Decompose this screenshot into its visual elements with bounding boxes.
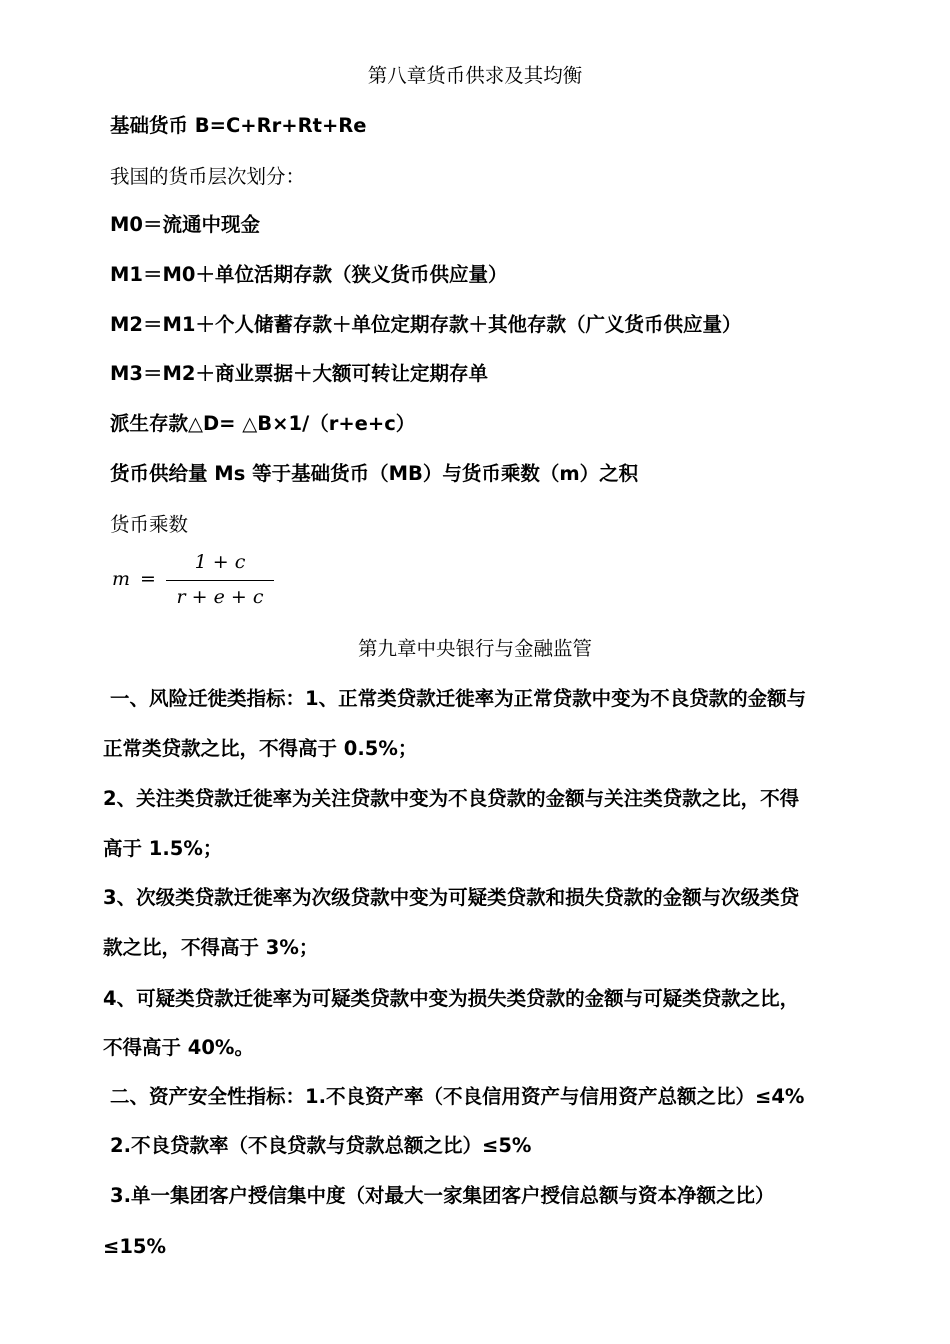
formula-equals: = — [140, 568, 156, 590]
risk-indicator-1-line2: 正常类贷款之比，不得高于 0.5%； — [103, 737, 418, 760]
derived-deposit-formula: 派生存款△D= △B×1/（r+e+c） — [110, 412, 416, 435]
risk-indicator-3-line2: 款之比，不得高于 3%； — [103, 936, 319, 959]
money-supply-definition: 货币供给量 Ms 等于基础货币（MB）与货币乘数（m）之积 — [110, 462, 639, 485]
asset-safety-2: 2.不良贷款率（不良贷款与贷款总额之比）≤5% — [110, 1134, 532, 1157]
m2-definition: M2＝M1＋个人储蓄存款＋单位定期存款＋其他存款（广义货币供应量） — [110, 313, 742, 336]
money-levels-intro: 我国的货币层次划分： — [110, 165, 306, 188]
chapter8-title: 第八章货币供求及其均衡 — [367, 64, 583, 87]
multiplier-formula — [108, 548, 288, 614]
risk-indicator-3-line1: 3、次级类贷款迁徙率为次级贷款中变为可疑类贷款和损失贷款的金额与次级类贷 — [103, 886, 800, 909]
risk-indicator-2-line1: 2、关注类贷款迁徙率为关注贷款中变为不良贷款的金额与关注类贷款之比，不得 — [103, 787, 800, 810]
base-money-formula: 基础货币 B=C+Rr+Rt+Re — [110, 114, 367, 137]
formula-denominator: r + e + c — [176, 586, 264, 608]
risk-indicator-4-line1: 4、可疑类贷款迁徙率为可疑类贷款中变为损失类贷款的金额与可疑类贷款之比， — [103, 987, 800, 1010]
m0-definition: M0＝流通中现金 — [110, 213, 260, 236]
asset-safety-1: 二、资产安全性指标：1.不良资产率（不良信用资产与信用资产总额之比）≤4% — [110, 1085, 805, 1108]
m3-definition: M3＝M2＋商业票据＋大额可转让定期存单 — [110, 362, 488, 385]
asset-safety-3-line1: 3.单一集团客户授信集中度（对最大一家集团客户授信总额与资本净额之比） — [110, 1184, 775, 1207]
risk-indicator-1-line1: 一、风险迁徙类指标：1、正常类贷款迁徙率为正常贷款中变为不良贷款的金额与 — [110, 687, 807, 710]
formula-numerator: 1 + c — [194, 551, 246, 573]
risk-indicator-4-line2: 不得高于 40%。 — [103, 1036, 254, 1059]
multiplier-label: 货币乘数 — [110, 513, 189, 536]
formula-lhs: m — [112, 568, 131, 590]
m1-definition: M1＝M0＋单位活期存款（狭义货币供应量） — [110, 263, 508, 286]
chapter9-title: 第九章中央银行与金融监管 — [357, 637, 592, 660]
risk-indicator-2-line2: 高于 1.5%； — [103, 837, 223, 860]
asset-safety-3-line2: ≤15% — [103, 1235, 167, 1258]
fraction-bar — [166, 580, 274, 581]
